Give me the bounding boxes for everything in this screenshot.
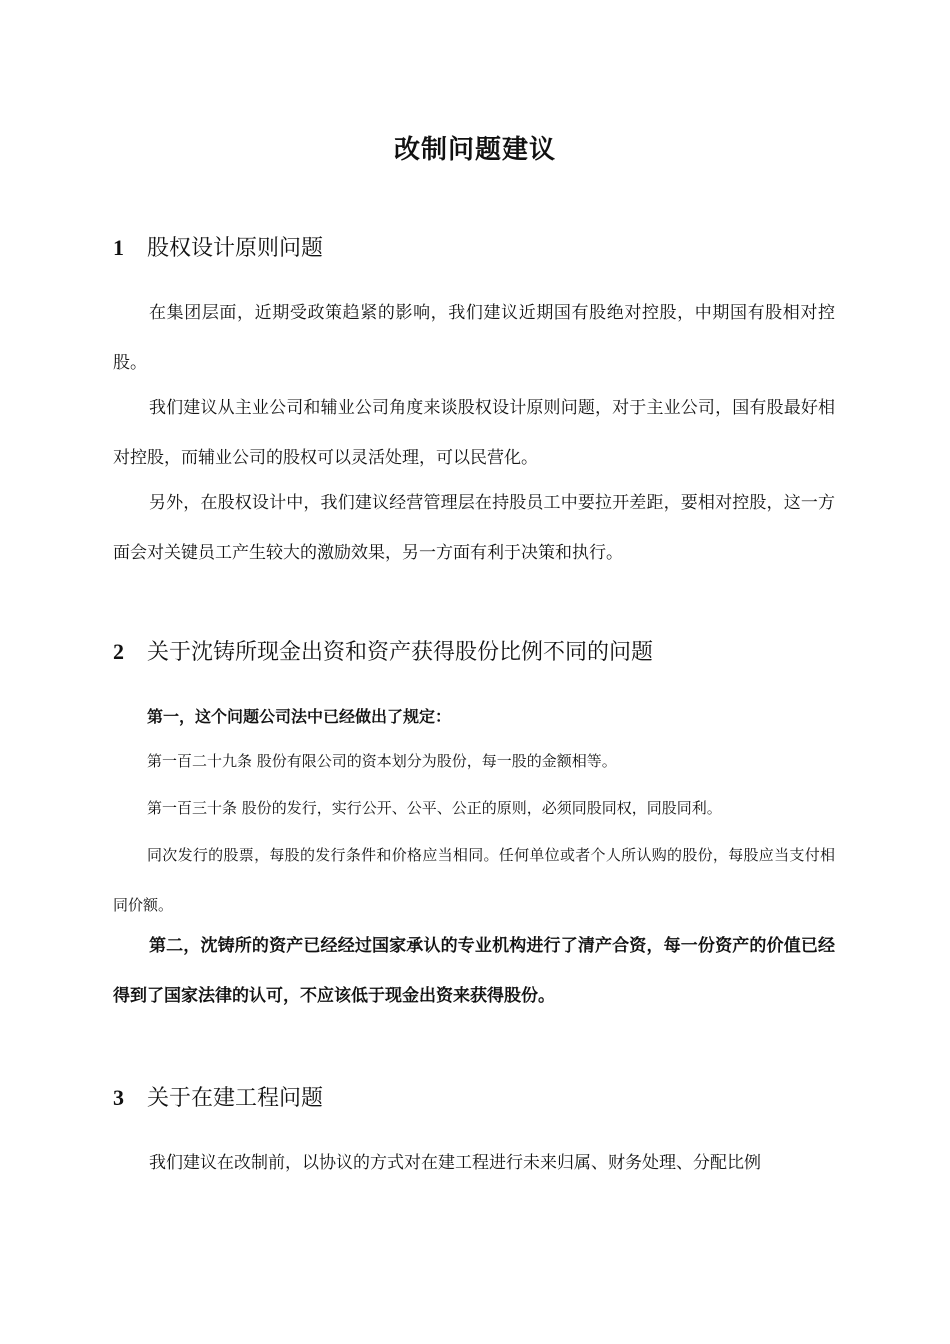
section-number: 2 xyxy=(113,639,124,664)
section-heading-text: 关于沈铸所现金出资和资产获得股份比例不同的问题 xyxy=(147,640,654,665)
law-article: 第一百二十九条 股份有限公司的资本划分为股份，每一股的金额相等。 xyxy=(147,752,617,770)
section-heading-1 xyxy=(113,232,853,265)
paragraph-bold: 第一，这个问题公司法中已经做出了规定： xyxy=(147,707,452,726)
section-heading-2 xyxy=(113,636,853,669)
paragraph: 我们建议从主业公司和辅业公司角度来谈股权设计原则问题，对于主业公司，国有股最好相对控股，而辅业公司的股权可以灵活处理，可以民营化。 xyxy=(113,398,835,468)
section-number: 1 xyxy=(113,235,124,260)
paragraph-bold: 第二，沈铸所的资产已经经过国家承认的专业机构进行了清产合资，每一份资产的价值已经得到了国家法律的认可，不应该低于现金出资来获得股份。 xyxy=(113,936,835,1006)
section-heading-text: 关于在建工程问题 xyxy=(147,1086,324,1111)
section-number: 3 xyxy=(113,1085,124,1110)
law-article: 同次发行的股票，每股的发行条件和价格应当相同。任何单位或者个人所认购的股份，每股应当支付相同价额。 xyxy=(113,846,835,914)
paragraph: 在集团层面，近期受政策趋紧的影响，我们建议近期国有股绝对控股，中期国有股相对控股。 xyxy=(113,303,835,373)
section-heading-3 xyxy=(113,1082,853,1115)
section-heading-text: 股权设计原则问题 xyxy=(147,236,324,261)
paragraph: 另外，在股权设计中，我们建议经营管理层在持股员工中要拉开差距，要相对控股，这一方面会对关键员工产生较大的激励效果，另一方面有利于决策和执行。 xyxy=(113,493,835,563)
law-article: 第一百三十条 股份的发行，实行公开、公平、公正的原则，必须同股同权，同股同利。 xyxy=(147,799,722,817)
paragraph: 我们建议在改制前，以协议的方式对在建工程进行未来归属、财务处理、分配比例 xyxy=(149,1153,761,1173)
document-title: 改制问题建议 xyxy=(393,135,556,165)
